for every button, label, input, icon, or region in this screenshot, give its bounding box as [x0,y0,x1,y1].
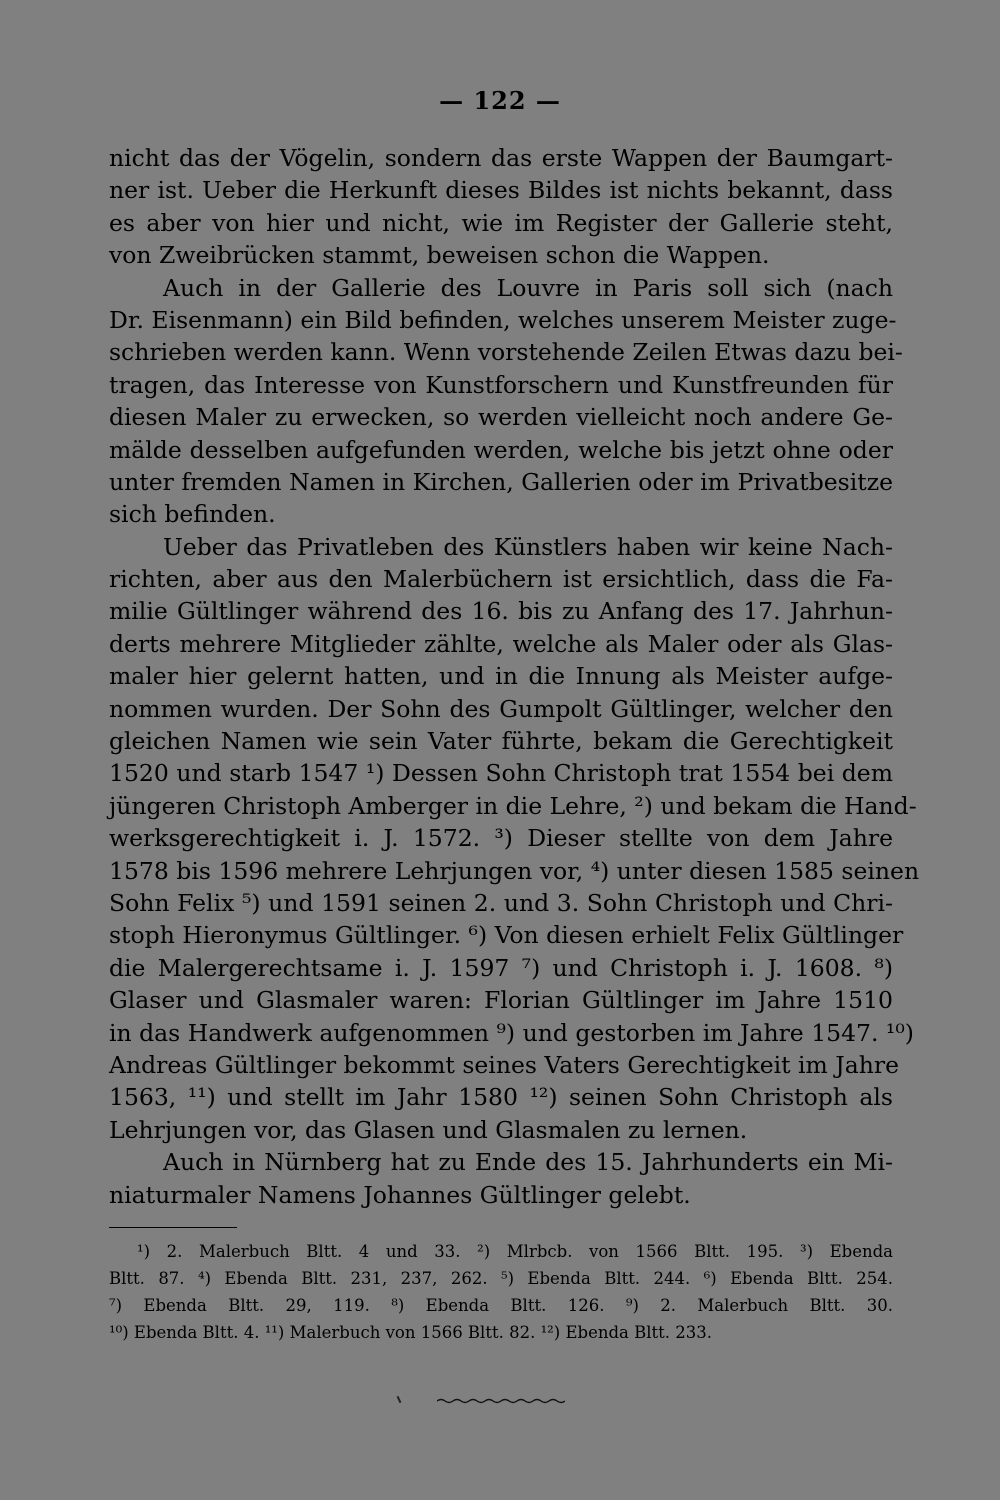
text-line: 1563, ¹¹) und stellt im Jahr 1580 ¹²) seinen Sohn Christoph als [109,1083,893,1112]
text-line: niaturmaler Namens Johannes Gültlinger gelebt. [109,1180,691,1209]
footnote-rule [109,1227,237,1228]
text-line: stoph Hieronymus Gültlinger. ⁶) Von diesen erhielt Felix Gültlinger [109,921,904,950]
text-line: Glaser und Glasmaler waren: Florian Gültlinger im Jahre 1510 [109,986,893,1015]
text-line: Auch in der Gallerie des Louvre in Paris soll sich (nach [163,273,893,302]
text-line: Lehrjungen vor, das Glasen und Glasmalen zu lernen. [109,1115,748,1144]
footnotes [109,1238,893,1346]
body-text [109,142,920,1211]
text-line: von Zweibrücken stammt, beweisen schon die Wappen. [109,241,770,270]
text-line: ner ist. Ueber die Herkunft dieses Bildes ist nichts bekannt, dass [109,176,893,205]
text-line: gleichen Namen wie sein Vater führte, bekam die Gerechtigkeit [109,727,893,756]
text-line: derts mehrere Mitglieder zählte, welche als Maler oder als Glas- [109,629,893,658]
text-line: unter fremden Namen in Kirchen, Gallerien oder im Privatbesitze [109,467,893,496]
text-line: Sohn Felix ⁵) und 1591 seinen 2. und 3. Sohn Christoph und Chri- [109,888,893,917]
text-line: nommen wurden. Der Sohn des Gumpolt Gültlinger, welcher den [109,694,893,723]
text-line: Dr. Eisenmann) ein Bild befinden, welches unserem Meister zuge- [109,305,897,334]
text-line: es aber von hier und nicht, wie im Register der Gallerie steht, [109,208,893,237]
text-line: mälde desselben aufgefunden werden, welche bis jetzt ohne oder [109,435,893,464]
decorative-wave-rule [437,1398,565,1404]
text-line: Auch in Nürnberg hat zu Ende des 15. Jahrhunderts ein Mi- [163,1148,893,1177]
footnote-line: ¹) 2. Malerbuch Bltt. 4 und 33. ²) Mlrbcb. von 1566 Bltt. 195. ³) Ebenda [137,1242,893,1261]
text-line: maler hier gelernt hatten, und in die Innung als Meister aufge- [109,662,893,691]
text-line: 1520 und starb 1547 ¹) Dessen Sohn Christoph trat 1554 bei dem [109,759,893,788]
print-mark [397,1396,402,1403]
text-line: tragen, das Interesse von Kunstforschern und Kunstfreunden für [109,370,893,399]
footnote-line: Bltt. 87. ⁴) Ebenda Bltt. 231, 237, 262. ⁵) Ebenda Bltt. 244. ⁶) Ebenda Bltt. 254. [109,1269,893,1288]
text-line: milie Gültlinger während des 16. bis zu Anfang des 17. Jahrhun- [109,597,893,626]
text-line: nicht das der Vögelin, sondern das erste Wappen der Baumgart- [109,144,893,172]
footnote-line: ¹⁰) Ebenda Bltt. 4. ¹¹) Malerbuch von 1566 Bltt. 82. ¹²) Ebenda Bltt. 233. [109,1323,713,1342]
text-line: richten, aber aus den Malerbüchern ist ersichtlich, dass die Fa- [109,565,893,594]
text-line: Andreas Gültlinger bekommt seines Vaters Gerechtigkeit im Jahre [109,1050,900,1079]
text-line: Ueber das Privatleben des Künstlers haben wir keine Nach- [163,532,893,561]
text-line: jüngeren Christoph Amberger in die Lehre, ²) und bekam die Hand- [109,791,917,820]
text-line: diesen Maler zu erwecken, so werden vielleicht noch andere Ge- [109,403,893,432]
text-line: werksgerechtigkeit i. J. 1572. ³) Dieser stellte von dem Jahre [109,824,893,853]
text-line: in das Handwerk aufgenommen ⁹) und gestorben im Jahre 1547. ¹⁰) [109,1018,914,1047]
text-line: die Malergerechtsame i. J. 1597 ⁷) und Christoph i. J. 1608. ⁸) [109,953,893,982]
page-number: — 122 — [439,86,561,115]
text-line: schrieben werden kann. Wenn vorstehende Zeilen Etwas dazu bei- [109,338,903,367]
text-line: 1578 bis 1596 mehrere Lehrjungen vor, ⁴) unter diesen 1585 seinen [109,856,920,885]
footnote-line: ⁷) Ebenda Bltt. 29, 119. ⁸) Ebenda Bltt. 126. ⁹) 2. Malerbuch Bltt. 30. [109,1296,893,1315]
text-line: sich befinden. [109,500,276,529]
